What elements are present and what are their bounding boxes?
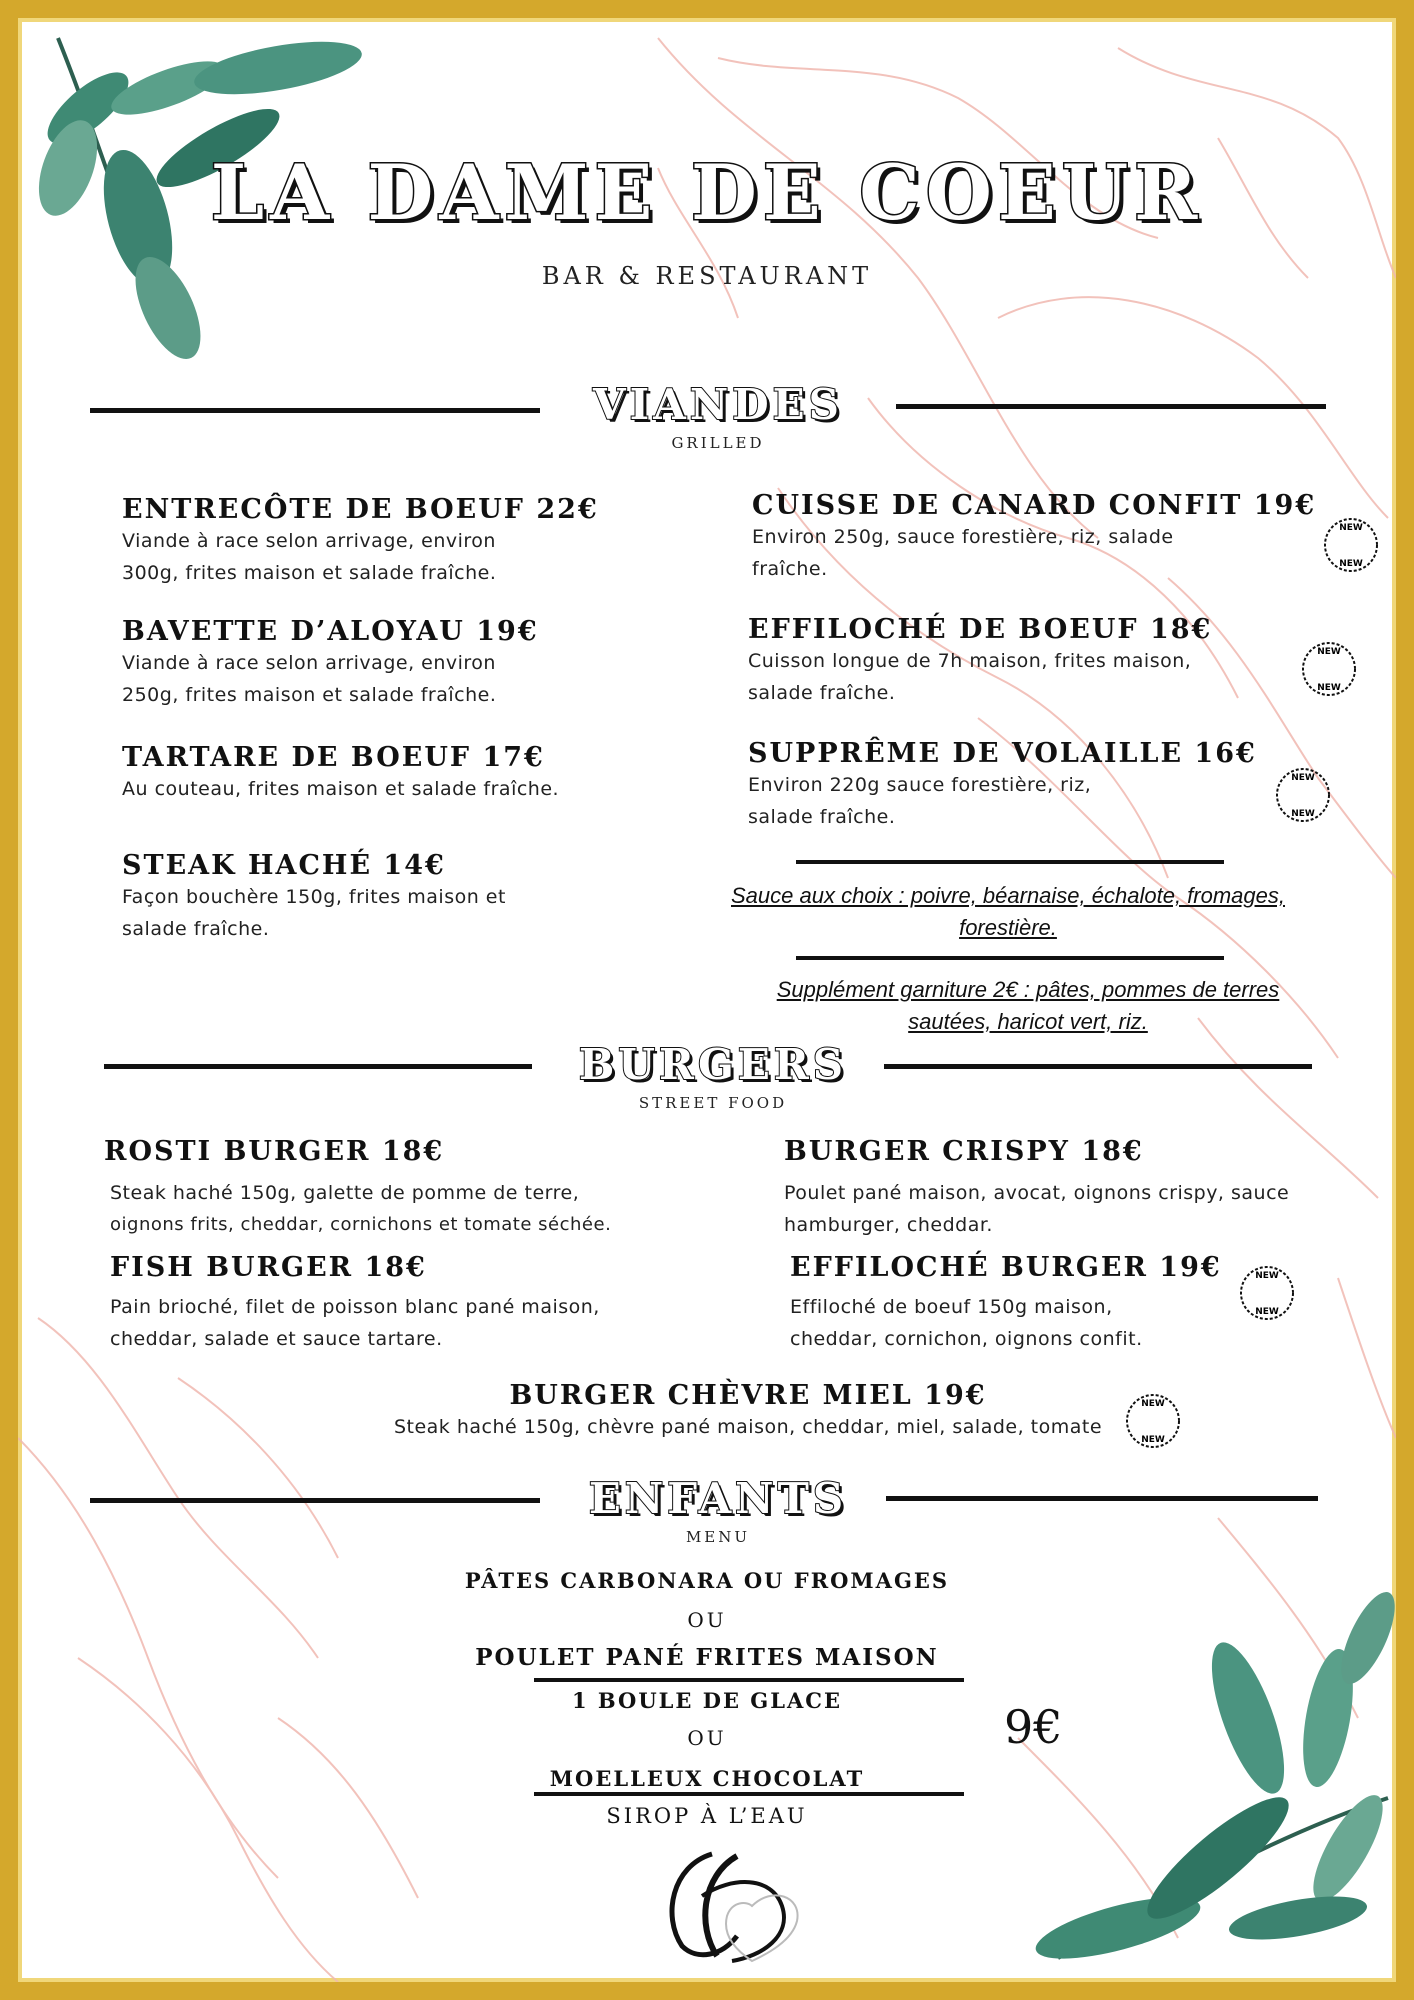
item-desc: Cuisson longue de 7h maison, frites maison,	[748, 650, 1192, 672]
item-name: EFFILOCHÉ BURGER 19€	[790, 1252, 1222, 1283]
item-desc: Au couteau, frites maison et salade fraîche.	[122, 778, 560, 800]
item-desc: fraîche.	[752, 558, 828, 580]
badge-text: NEW	[1317, 647, 1341, 657]
sauce-note-line: forestière.	[959, 915, 1057, 940]
item-name: CUISSE DE CANARD CONFIT 19€	[752, 490, 1317, 521]
item-desc: 250g, frites maison et salade fraîche.	[122, 684, 497, 706]
viandes-subtitle: GRILLED	[671, 434, 765, 452]
new-badge	[1266, 758, 1340, 832]
item-desc: Viande à race selon arrivage, environ	[122, 652, 496, 674]
item-name: BURGER CHÈVRE MIEL 19€	[509, 1380, 987, 1411]
kids-or: OU	[687, 1608, 727, 1632]
item-desc: Steak haché 150g, galette de pomme de terre,	[110, 1182, 580, 1204]
kids-drink: SIROP À L’EAU	[606, 1804, 808, 1828]
item-desc: Effiloché de boeuf 150g maison,	[790, 1296, 1113, 1318]
section-rule	[896, 404, 1326, 409]
kids-dish: POULET PANÉ FRITES MAISON	[475, 1644, 939, 1671]
badge-text: NEW	[1141, 1399, 1165, 1409]
badge-text: NEW	[1255, 1307, 1279, 1317]
item-desc: Poulet pané maison, avocat, oignons crispy, sauce	[784, 1182, 1290, 1204]
item-name: BURGER CRISPY 18€	[784, 1136, 1144, 1167]
menu-item	[348, 1380, 1148, 1443]
item-desc: salade fraîche.	[748, 806, 896, 828]
menu-item	[110, 1252, 730, 1355]
viandes-title: VIANDES	[593, 380, 843, 429]
item-name: TARTARE DE BOEUF 17€	[122, 742, 545, 773]
section-rule	[104, 1064, 532, 1069]
kids-or: OU	[687, 1726, 727, 1750]
menu-item	[748, 614, 1308, 709]
sauce-note-line: Sauce aux choix : poivre, béarnaise, échalote, fromages,	[731, 883, 1285, 908]
supplement-note-line: sautées, haricot vert, riz.	[908, 1009, 1148, 1034]
supplement-note-line: Supplément garniture 2€ : pâtes, pommes de terres	[776, 977, 1280, 1002]
burgers-subtitle: STREET FOOD	[638, 1094, 788, 1112]
menu-item	[122, 616, 682, 711]
burgers-title: BURGERS	[578, 1040, 848, 1089]
new-badge	[1314, 508, 1388, 582]
item-name: BAVETTE D’ALOYAU 19€	[122, 616, 539, 647]
item-desc: cheddar, cornichon, oignons confit.	[790, 1328, 1143, 1350]
item-desc: Environ 220g sauce forestière, riz,	[748, 774, 1092, 796]
item-name: STEAK HACHÉ 14€	[122, 850, 446, 881]
note-rule	[796, 956, 1224, 960]
badge-text: NEW	[1255, 1271, 1279, 1281]
restaurant-name: LA DAME DE COEUR	[210, 148, 1204, 237]
section-rule	[90, 408, 540, 413]
item-name: SUPPRÊME DE VOLAILLE 16€	[748, 738, 1257, 769]
item-name: ROSTI BURGER 18€	[104, 1136, 445, 1167]
item-desc: Environ 250g, sauce forestière, riz, salade	[752, 526, 1174, 548]
note-rule	[796, 860, 1224, 864]
menu-item	[104, 1136, 744, 1241]
menu-item	[748, 738, 1308, 833]
menu-item	[122, 494, 682, 589]
restaurant-tagline: BAR & RESTAURANT	[541, 262, 873, 290]
new-badge	[1116, 1384, 1190, 1458]
item-name: ENTRECÔTE DE BOEUF 22€	[122, 494, 599, 525]
enfants-subtitle: MENU	[685, 1528, 751, 1546]
badge-text: NEW	[1339, 523, 1363, 533]
badge-text: NEW	[1291, 809, 1315, 819]
item-desc: salade fraîche.	[748, 682, 896, 704]
badge-text: NEW	[1339, 559, 1363, 569]
item-desc: oignons frits, cheddar, cornichons et tomate séchée.	[110, 1214, 612, 1235]
badge-text: NEW	[1317, 683, 1341, 693]
enfants-title: ENFANTS	[588, 1474, 848, 1523]
kids-menu-price: 9€	[1004, 1700, 1063, 1754]
monogram-logo	[642, 1836, 812, 1966]
kids-dessert: MOELLEUX CHOCOLAT	[549, 1766, 865, 1791]
section-rule	[884, 1064, 1312, 1069]
section-rule	[90, 1498, 540, 1503]
item-name: EFFILOCHÉ DE BOEUF 18€	[748, 614, 1213, 645]
item-desc: hamburger, cheddar.	[784, 1214, 993, 1236]
badge-text: NEW	[1141, 1435, 1165, 1445]
item-desc: cheddar, salade et sauce tartare.	[110, 1328, 443, 1350]
item-desc: salade fraîche.	[122, 918, 270, 940]
item-desc: 300g, frites maison et salade fraîche.	[122, 562, 497, 584]
kids-rule	[534, 1792, 964, 1796]
item-desc: Façon bouchère 150g, frites maison et	[122, 886, 506, 908]
supplement-note	[718, 974, 1338, 1038]
menu-item	[122, 850, 682, 945]
item-name: FISH BURGER 18€	[110, 1252, 427, 1283]
new-badge	[1292, 632, 1366, 706]
item-desc: Pain brioché, filet de poisson blanc pané maison,	[110, 1296, 600, 1318]
kids-rule	[534, 1678, 964, 1682]
section-rule	[886, 1496, 1318, 1501]
new-badge	[1230, 1256, 1304, 1330]
sauce-note	[678, 880, 1338, 944]
menu-item	[122, 742, 702, 805]
kids-dish: PÂTES CARBONARA OU FROMAGES	[464, 1568, 950, 1593]
item-desc: Viande à race selon arrivage, environ	[122, 530, 496, 552]
item-desc: Steak haché 150g, chèvre pané maison, cheddar, miel, salade, tomate	[393, 1416, 1103, 1438]
menu-item	[752, 490, 1332, 585]
kids-dessert: 1 BOULE DE GLACE	[572, 1688, 842, 1713]
badge-text: NEW	[1291, 773, 1315, 783]
menu-item	[784, 1136, 1364, 1241]
menu-item	[790, 1252, 1270, 1355]
